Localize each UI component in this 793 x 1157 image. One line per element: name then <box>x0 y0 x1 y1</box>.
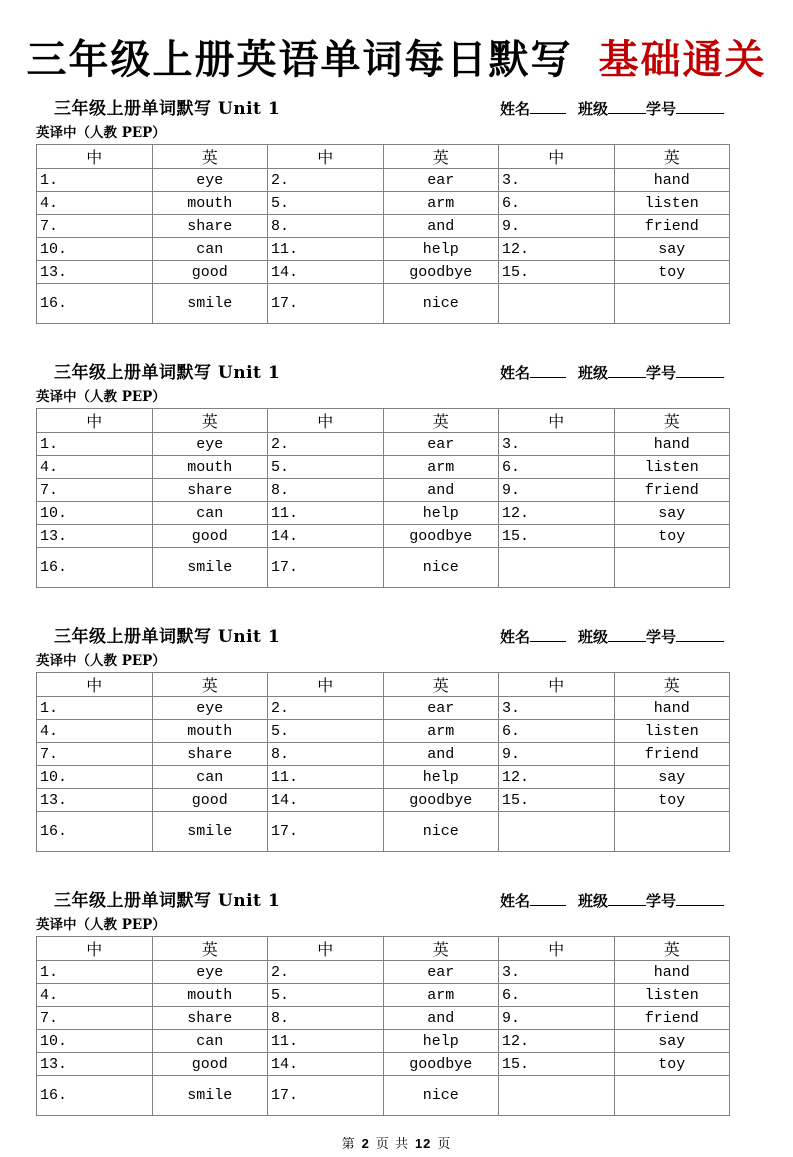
english-word-cell: hand <box>614 169 730 192</box>
english-word-cell: and <box>383 1007 499 1030</box>
section-header <box>36 94 730 119</box>
item-number-cell: 17. <box>268 548 384 588</box>
english-word-cell: smile <box>152 1076 268 1116</box>
english-word-cell: nice <box>383 812 499 852</box>
table-header-row <box>37 673 730 697</box>
english-word-cell: can <box>152 766 268 789</box>
english-word-cell: nice <box>383 1076 499 1116</box>
item-number-cell: 11. <box>268 238 384 261</box>
english-word-cell: friend <box>614 479 730 502</box>
page-footer <box>0 1133 793 1152</box>
english-word-cell: ear <box>383 169 499 192</box>
word-table <box>36 144 730 324</box>
english-word-cell <box>614 284 730 324</box>
column-header: 中 <box>37 145 153 169</box>
english-word-cell: can <box>152 502 268 525</box>
table-row <box>37 433 730 456</box>
item-number-cell: 12. <box>499 502 615 525</box>
table-row <box>37 479 730 502</box>
footer-suffix: 页 <box>437 1137 452 1152</box>
item-number-cell: 9. <box>499 479 615 502</box>
english-word-cell: mouth <box>152 456 268 479</box>
english-word-cell: hand <box>614 961 730 984</box>
item-number-cell: 14. <box>268 789 384 812</box>
english-word-cell: hand <box>614 433 730 456</box>
item-number-cell <box>499 1076 615 1116</box>
item-number-cell: 8. <box>268 1007 384 1030</box>
english-word-cell <box>614 1076 730 1116</box>
column-header: 英 <box>383 409 499 433</box>
column-header: 英 <box>152 937 268 961</box>
english-word-cell: friend <box>614 743 730 766</box>
column-header: 英 <box>383 145 499 169</box>
english-word-cell: goodbye <box>383 525 499 548</box>
name-blank <box>530 101 566 114</box>
item-number-cell: 17. <box>268 284 384 324</box>
english-word-cell: help <box>383 1030 499 1053</box>
item-number-cell: 13. <box>37 1053 153 1076</box>
item-number-cell: 16. <box>37 1076 153 1116</box>
page-content <box>36 94 730 1116</box>
english-word-cell: can <box>152 1030 268 1053</box>
name-label: 姓名 <box>499 364 530 382</box>
item-number-cell: 7. <box>37 743 153 766</box>
item-number-cell: 1. <box>37 169 153 192</box>
table-row <box>37 697 730 720</box>
section-subtitle: 英译中（人教 PEP） <box>36 125 166 141</box>
english-word-cell: help <box>383 238 499 261</box>
item-number-cell: 6. <box>499 192 615 215</box>
student-info-line <box>500 890 730 911</box>
dictation-section <box>36 358 730 588</box>
page-title-main: 三年级上册英语单词每日默写 <box>26 36 573 83</box>
item-number-cell: 8. <box>268 215 384 238</box>
english-word-cell: mouth <box>152 984 268 1007</box>
english-word-cell: arm <box>383 192 499 215</box>
word-table <box>36 408 730 588</box>
column-header: 英 <box>152 145 268 169</box>
table-row <box>37 502 730 525</box>
column-header: 中 <box>268 409 384 433</box>
item-number-cell: 2. <box>268 697 384 720</box>
english-word-cell: mouth <box>152 192 268 215</box>
table-row <box>37 1007 730 1030</box>
column-header: 中 <box>37 673 153 697</box>
class-blank <box>608 365 646 378</box>
class-blank <box>608 101 646 114</box>
english-word-cell <box>614 548 730 588</box>
english-word-cell: arm <box>383 720 499 743</box>
item-number-cell: 14. <box>268 1053 384 1076</box>
name-blank <box>530 629 566 642</box>
section-subtitle: 英译中（人教 PEP） <box>36 389 166 405</box>
table-row <box>37 766 730 789</box>
section-subtitle: 英译中（人教 PEP） <box>36 917 166 933</box>
table-row <box>37 456 730 479</box>
column-header: 中 <box>37 937 153 961</box>
item-number-cell: 13. <box>37 789 153 812</box>
item-number-cell: 10. <box>37 238 153 261</box>
footer-prefix: 第 <box>341 1137 356 1152</box>
section-header <box>36 622 730 647</box>
item-number-cell: 5. <box>268 720 384 743</box>
english-word-cell: help <box>383 502 499 525</box>
english-word-cell: goodbye <box>383 789 499 812</box>
item-number-cell: 15. <box>499 789 615 812</box>
item-number-cell: 4. <box>37 192 153 215</box>
english-word-cell: say <box>614 238 730 261</box>
table-row <box>37 261 730 284</box>
english-word-cell: hand <box>614 697 730 720</box>
column-header: 中 <box>37 409 153 433</box>
item-number-cell: 3. <box>499 697 615 720</box>
english-word-cell: and <box>383 743 499 766</box>
item-number-cell: 7. <box>37 479 153 502</box>
item-number-cell: 3. <box>499 433 615 456</box>
item-number-cell: 10. <box>37 1030 153 1053</box>
item-number-cell: 5. <box>268 192 384 215</box>
table-row <box>37 169 730 192</box>
english-word-cell: listen <box>614 456 730 479</box>
english-word-cell: and <box>383 479 499 502</box>
section-subtitle: 英译中（人教 PEP） <box>36 653 166 669</box>
english-word-cell: friend <box>614 1007 730 1030</box>
item-number-cell: 9. <box>499 1007 615 1030</box>
footer-middle: 页 共 <box>375 1137 409 1152</box>
english-word-cell: say <box>614 766 730 789</box>
item-number-cell: 3. <box>499 169 615 192</box>
name-blank <box>530 365 566 378</box>
table-row <box>37 548 730 588</box>
item-number-cell: 12. <box>499 1030 615 1053</box>
english-word-cell: smile <box>152 284 268 324</box>
english-word-cell: can <box>152 238 268 261</box>
item-number-cell: 5. <box>268 984 384 1007</box>
item-number-cell: 13. <box>37 261 153 284</box>
item-number-cell: 14. <box>268 261 384 284</box>
english-word-cell: toy <box>614 525 730 548</box>
item-number-cell: 14. <box>268 525 384 548</box>
dictation-section <box>36 622 730 852</box>
table-row <box>37 1030 730 1053</box>
class-label: 班级 <box>577 100 608 118</box>
item-number-cell: 6. <box>499 720 615 743</box>
column-header: 中 <box>499 673 615 697</box>
item-number-cell: 11. <box>268 1030 384 1053</box>
english-word-cell: ear <box>383 433 499 456</box>
item-number-cell: 10. <box>37 502 153 525</box>
english-word-cell: smile <box>152 548 268 588</box>
table-row <box>37 789 730 812</box>
english-word-cell: good <box>152 789 268 812</box>
english-word-cell: good <box>152 525 268 548</box>
item-number-cell: 1. <box>37 697 153 720</box>
english-word-cell: listen <box>614 720 730 743</box>
column-header: 中 <box>268 673 384 697</box>
class-blank <box>608 893 646 906</box>
column-header: 中 <box>499 937 615 961</box>
word-table <box>36 672 730 852</box>
item-number-cell <box>499 284 615 324</box>
page-title-badge: 基础通关 <box>598 36 767 83</box>
item-number-cell: 7. <box>37 1007 153 1030</box>
english-word-cell: good <box>152 1053 268 1076</box>
item-number-cell: 16. <box>37 284 153 324</box>
english-word-cell: nice <box>383 548 499 588</box>
table-header-row <box>37 409 730 433</box>
name-label: 姓名 <box>499 628 530 646</box>
table-row <box>37 238 730 261</box>
english-word-cell: say <box>614 502 730 525</box>
worksheet-page <box>0 36 793 1157</box>
table-row <box>37 1053 730 1076</box>
class-blank <box>608 629 646 642</box>
english-word-cell: share <box>152 215 268 238</box>
item-number-cell <box>499 548 615 588</box>
english-word-cell: share <box>152 479 268 502</box>
item-number-cell: 2. <box>268 961 384 984</box>
item-number-cell: 4. <box>37 720 153 743</box>
section-heading: 三年级上册单词默写 Unit 1 <box>54 891 281 911</box>
column-header: 中 <box>499 409 615 433</box>
english-word-cell <box>614 812 730 852</box>
table-row <box>37 525 730 548</box>
section-heading: 三年级上册单词默写 Unit 1 <box>54 363 281 383</box>
class-label: 班级 <box>577 364 608 382</box>
student-id-label: 学号 <box>645 100 676 118</box>
english-word-cell: share <box>152 743 268 766</box>
column-header: 中 <box>268 937 384 961</box>
item-number-cell: 17. <box>268 812 384 852</box>
section-heading: 三年级上册单词默写 Unit 1 <box>54 627 281 647</box>
column-header: 英 <box>152 673 268 697</box>
column-header: 英 <box>383 673 499 697</box>
item-number-cell: 4. <box>37 456 153 479</box>
table-row <box>37 215 730 238</box>
english-word-cell: toy <box>614 1053 730 1076</box>
table-row <box>37 812 730 852</box>
footer-page-number: 2 <box>361 1136 370 1151</box>
table-row <box>37 961 730 984</box>
item-number-cell: 13. <box>37 525 153 548</box>
column-header: 中 <box>499 145 615 169</box>
english-word-cell: toy <box>614 261 730 284</box>
student-info-line <box>500 98 730 119</box>
item-number-cell: 9. <box>499 215 615 238</box>
student-id-blank <box>676 365 724 378</box>
item-number-cell: 12. <box>499 238 615 261</box>
column-header: 英 <box>614 937 730 961</box>
student-id-blank <box>676 893 724 906</box>
item-number-cell: 8. <box>268 743 384 766</box>
item-number-cell: 1. <box>37 961 153 984</box>
item-number-cell: 16. <box>37 548 153 588</box>
name-blank <box>530 893 566 906</box>
item-number-cell: 15. <box>499 525 615 548</box>
english-word-cell: nice <box>383 284 499 324</box>
english-word-cell: goodbye <box>383 261 499 284</box>
column-header: 中 <box>268 145 384 169</box>
item-number-cell: 4. <box>37 984 153 1007</box>
english-word-cell: arm <box>383 456 499 479</box>
student-info-line <box>500 626 730 647</box>
item-number-cell: 6. <box>499 984 615 1007</box>
section-header <box>36 886 730 911</box>
english-word-cell: friend <box>614 215 730 238</box>
table-row <box>37 192 730 215</box>
english-word-cell: good <box>152 261 268 284</box>
item-number-cell: 11. <box>268 766 384 789</box>
english-word-cell: and <box>383 215 499 238</box>
column-header: 英 <box>383 937 499 961</box>
item-number-cell: 5. <box>268 456 384 479</box>
english-word-cell: eye <box>152 697 268 720</box>
english-word-cell: toy <box>614 789 730 812</box>
english-word-cell: arm <box>383 984 499 1007</box>
student-id-label: 学号 <box>645 628 676 646</box>
column-header: 英 <box>614 409 730 433</box>
table-header-row <box>37 937 730 961</box>
item-number-cell: 1. <box>37 433 153 456</box>
table-row <box>37 984 730 1007</box>
item-number-cell: 9. <box>499 743 615 766</box>
name-label: 姓名 <box>499 100 530 118</box>
english-word-cell: goodbye <box>383 1053 499 1076</box>
student-id-blank <box>676 101 724 114</box>
column-header: 英 <box>152 409 268 433</box>
item-number-cell: 7. <box>37 215 153 238</box>
table-header-row <box>37 145 730 169</box>
name-label: 姓名 <box>499 892 530 910</box>
item-number-cell: 8. <box>268 479 384 502</box>
student-id-label: 学号 <box>645 364 676 382</box>
english-word-cell: eye <box>152 169 268 192</box>
item-number-cell: 3. <box>499 961 615 984</box>
student-id-label: 学号 <box>645 892 676 910</box>
dictation-section <box>36 886 730 1116</box>
class-label: 班级 <box>577 628 608 646</box>
item-number-cell: 16. <box>37 812 153 852</box>
item-number-cell: 11. <box>268 502 384 525</box>
english-word-cell: listen <box>614 984 730 1007</box>
english-word-cell: listen <box>614 192 730 215</box>
english-word-cell: mouth <box>152 720 268 743</box>
table-row <box>37 743 730 766</box>
english-word-cell: eye <box>152 433 268 456</box>
student-id-blank <box>676 629 724 642</box>
column-header: 英 <box>614 145 730 169</box>
item-number-cell: 2. <box>268 433 384 456</box>
english-word-cell: share <box>152 1007 268 1030</box>
item-number-cell: 2. <box>268 169 384 192</box>
student-info-line <box>500 362 730 383</box>
column-header: 英 <box>614 673 730 697</box>
section-heading: 三年级上册单词默写 Unit 1 <box>54 99 281 119</box>
english-word-cell: ear <box>383 961 499 984</box>
class-label: 班级 <box>577 892 608 910</box>
item-number-cell: 17. <box>268 1076 384 1116</box>
english-word-cell: help <box>383 766 499 789</box>
item-number-cell: 12. <box>499 766 615 789</box>
item-number-cell: 6. <box>499 456 615 479</box>
item-number-cell: 15. <box>499 261 615 284</box>
dictation-section <box>36 94 730 324</box>
page-title <box>0 36 793 84</box>
item-number-cell <box>499 812 615 852</box>
footer-total-pages: 12 <box>414 1136 432 1151</box>
item-number-cell: 10. <box>37 766 153 789</box>
english-word-cell: smile <box>152 812 268 852</box>
english-word-cell: eye <box>152 961 268 984</box>
word-table <box>36 936 730 1116</box>
section-header <box>36 358 730 383</box>
english-word-cell: say <box>614 1030 730 1053</box>
table-row <box>37 284 730 324</box>
english-word-cell: ear <box>383 697 499 720</box>
table-row <box>37 720 730 743</box>
table-row <box>37 1076 730 1116</box>
item-number-cell: 15. <box>499 1053 615 1076</box>
